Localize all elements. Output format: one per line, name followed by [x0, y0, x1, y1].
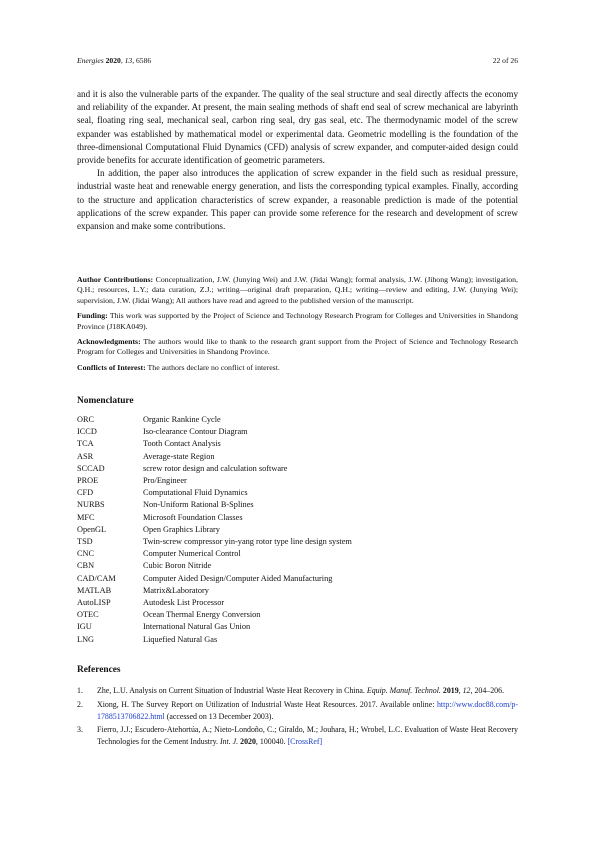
nomenclature-table	[77, 414, 352, 646]
nomenclature-definition: Iso-clearance Contour Diagram	[143, 427, 248, 437]
nomenclature-abbreviation: CNC	[77, 549, 95, 559]
nomenclature-definition: Microsoft Foundation Classes	[143, 512, 243, 522]
nomenclature-abbreviation: NURBS	[77, 500, 105, 510]
nomenclature-definition: Computational Fluid Dynamics	[143, 488, 248, 498]
body-paragraph-2: In addition, the paper also introduces the application of screw expander in the field such as residual pressure, industrial waste heat and renewable energy generation, and lists the corresponding typical examples. Finally, according to the structure and application characteristics of screw expander, a reasonable prediction is made of the potential applications of the screw expander. This paper can provide some reference for the research and development of screw expansion and make some contributions.	[77, 168, 518, 232]
funding: Funding: This work was supported by the Project of Science and Technology Research Program for Colleges and Universities in Shandong Province (J18KA049).	[77, 311, 518, 331]
nomenclature-abbreviation: MATLAB	[77, 585, 112, 595]
acknowledgments: Acknowledgments: The authors would like to thank to the research grant support from the Project of Science and Technology Research Program for Colleges and Universities in Shandong Province.	[77, 337, 518, 357]
nomenclature-definition: Liquefied Natural Gas	[143, 634, 218, 644]
reference-list	[77, 685, 518, 750]
crossref-link[interactable]: [CrossRef]	[287, 737, 323, 747]
author-contributions: Author Contributions: Conceptualization, J.W. (Junying Wei) and J.W. (Jidai Wang); formal analysis, J.W. (Jihong Wang); investigation, Q.H.; resources, L.Y.; data curation, Z.J.; writing—original draft preparation, Q.H.; writing—review and editing, J.W. (Junying Wei); supervision, J.W. (Jidai Wang); All authors have read and agreed to the published version of the manuscript.	[77, 275, 518, 305]
page-number: 22 of 26	[492, 56, 518, 65]
journal-year: 2020	[105, 56, 121, 65]
nomenclature-abbreviation: PROE	[77, 476, 99, 486]
nomenclature-abbreviation: MFC	[77, 512, 95, 522]
nomenclature-definition: Ocean Thermal Energy Conversion	[143, 610, 261, 620]
nomenclature-abbreviation: IGU	[77, 622, 92, 632]
nomenclature-abbreviation: CAD/CAM	[77, 573, 116, 583]
nomenclature-abbreviation: CBN	[77, 561, 95, 571]
nomenclature-row	[77, 621, 352, 633]
nomenclature-row	[77, 512, 352, 524]
nomenclature-abbreviation: ICCD	[77, 427, 97, 437]
nomenclature-row	[77, 548, 352, 560]
nomenclature-abbreviation: CFD	[77, 488, 94, 498]
nomenclature-row	[77, 475, 352, 487]
article-number: , 6586	[132, 56, 152, 65]
references-heading: References	[77, 665, 121, 675]
journal-citation: Energies 2020, 13, 6586	[77, 56, 152, 65]
nomenclature-row	[77, 487, 352, 499]
nomenclature-definition: Organic Rankine Cycle	[143, 415, 221, 424]
nomenclature-definition: Tooth Contact Analysis	[143, 439, 221, 449]
nomenclature-row	[77, 585, 352, 597]
nomenclature-definition: Computer Numerical Control	[143, 549, 241, 559]
nomenclature-definition: screw rotor design and calculation software	[143, 463, 288, 473]
nomenclature-row	[77, 609, 352, 621]
nomenclature-definition: Open Graphics Library	[143, 524, 220, 534]
nomenclature-definition: Non-Uniform Rational B-Splines	[143, 500, 254, 510]
nomenclature-heading: Nomenclature	[77, 396, 134, 406]
reference-item: 1. Zhe, L.U. Analysis on Current Situation of Industrial Waste Heat Recovery in China. Equip. Manuf. Technol. 2019, 12, 204–206.	[77, 686, 505, 695]
nomenclature-definition: Computer Aided Design/Computer Aided Manufacturing	[143, 573, 333, 583]
nomenclature-definition: Twin-screw compressor yin-yang rotor type line design system	[143, 537, 352, 547]
nomenclature-row	[77, 426, 352, 438]
reference-item: 2. Xiong, H. The Survey Report on Utilization of Industrial Waste Heat Resources. 2017. Available online: http://www.doc88.com/p-1788513706822.html (accessed on 13 December 2003).	[77, 699, 518, 721]
nomenclature-definition: Autodesk List Processor	[143, 598, 225, 608]
body-text	[77, 88, 518, 233]
nomenclature-definition: Matrix&Laboratory	[143, 585, 209, 595]
back-matter	[77, 275, 518, 378]
nomenclature-definition: Pro/Engineer	[143, 476, 187, 486]
nomenclature-definition: Average-state Region	[143, 451, 215, 461]
nomenclature-abbreviation: OTEC	[77, 610, 99, 620]
nomenclature-row	[77, 573, 352, 585]
nomenclature-row	[77, 536, 352, 548]
nomenclature-row	[77, 597, 352, 609]
nomenclature-definition: Cubic Boron Nitride	[143, 561, 212, 571]
nomenclature-abbreviation: TCA	[77, 439, 94, 449]
nomenclature-abbreviation: OpenGL	[77, 524, 107, 534]
nomenclature-abbreviation: ORC	[77, 415, 95, 424]
nomenclature-abbreviation: AutoLISP	[77, 598, 111, 608]
nomenclature-row	[77, 414, 352, 426]
nomenclature-row	[77, 499, 352, 511]
nomenclature-abbreviation: TSD	[77, 537, 93, 547]
nomenclature-abbreviation: SCCAD	[77, 463, 105, 473]
nomenclature-row	[77, 524, 352, 536]
nomenclature-row	[77, 634, 352, 646]
nomenclature-definition: International Natural Gas Union	[143, 622, 251, 632]
nomenclature-row	[77, 560, 352, 572]
body-paragraph-1: and it is also the vulnerable parts of the expander. The quality of the seal structure and seal directly affects the economy and reliability of the expander. At present, the main sealing methods of shaft end seal of screw mechanical are labyrinth seal, floating ring seal, mechanical seal, carbon ring seal, dry gas seal, etc. The thermodynamic model of the screw expander was established by mathematical model or experimental data. Geometric modelling is the foundation of the three-dimensional Computational Fluid Dynamics (CFD) analysis of screw expander, and computer-aided design could provide benefits for accurate identification of geometric parameters.	[77, 89, 518, 166]
running-header	[77, 56, 518, 65]
nomenclature-row	[77, 451, 352, 463]
journal-volume: 13	[124, 56, 133, 65]
nomenclature-abbreviation: LNG	[77, 634, 95, 644]
reference-item: 3. Fierro, J.J.; Escudero-Atehortúa, A.; Nieto-Londoño, C.; Giraldo, M.; Jouhara, H.; Wrobel, L.C. Evaluation of Waste Heat Recovery Technologies for the Cement Industry. Int. J. 2020, 100040. [CrossRef]	[77, 725, 518, 747]
nomenclature-row	[77, 438, 352, 450]
reference-url-link[interactable]: http://www.doc88.com/p-1788513706822.html	[97, 699, 518, 721]
journal-name: Energies	[77, 56, 104, 65]
nomenclature-row	[77, 463, 352, 475]
conflicts-of-interest: Conflicts of Interest: The authors declare no conflict of interest.	[77, 362, 280, 372]
nomenclature-abbreviation: ASR	[77, 451, 94, 461]
